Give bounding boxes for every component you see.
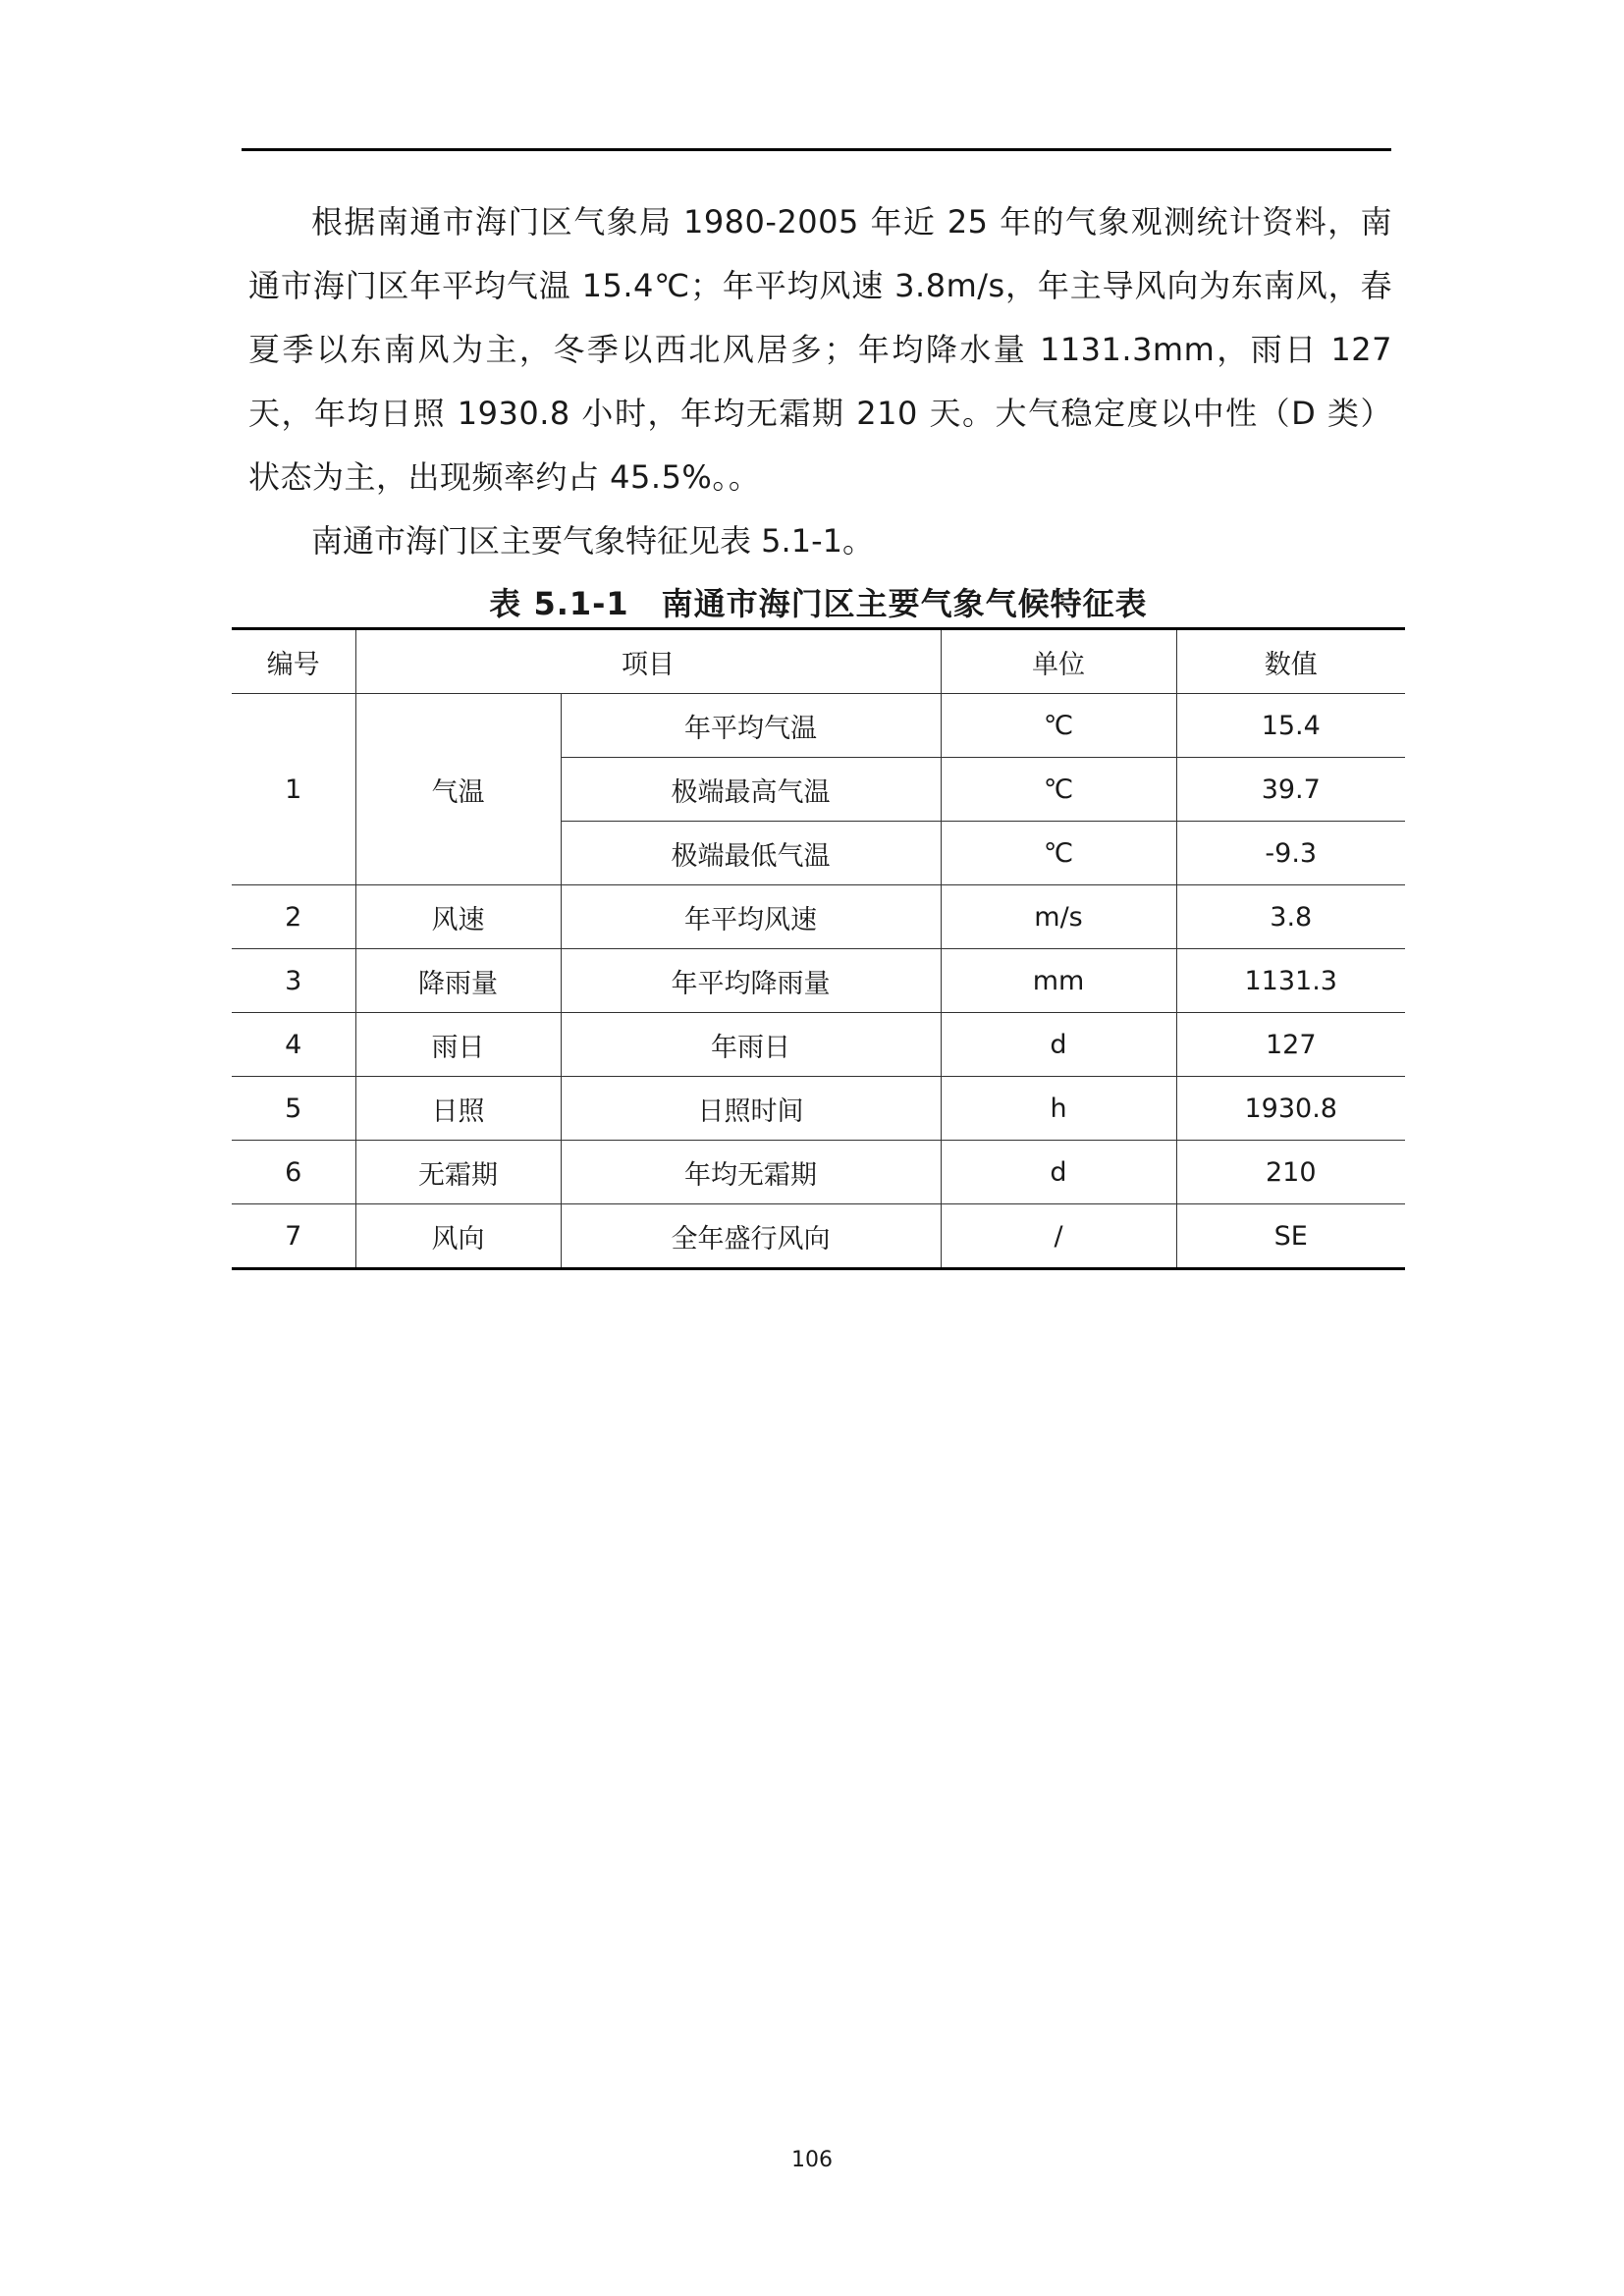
row-value: 127 xyxy=(1176,1013,1405,1077)
row-number: 3 xyxy=(232,949,355,1013)
table-reference-paragraph: 南通市海门区主要气象特征见表 5.1-1。 xyxy=(311,522,874,560)
table-caption: 表 5.1-1 南通市海门区主要气象气候特征表 xyxy=(489,585,1148,622)
body-text xyxy=(248,190,1392,573)
header-value: 数值 xyxy=(1176,629,1405,694)
row-item: 极端最低气温 xyxy=(561,822,941,885)
table-row xyxy=(232,949,1405,1013)
header-number: 编号 xyxy=(232,629,355,694)
climate-table xyxy=(232,627,1405,1270)
row-unit: / xyxy=(941,1204,1176,1269)
row-value: 15.4 xyxy=(1176,694,1405,758)
header-item: 项目 xyxy=(355,629,941,694)
row-item: 年平均风速 xyxy=(561,885,941,949)
row-unit: d xyxy=(941,1013,1176,1077)
row-number: 2 xyxy=(232,885,355,949)
row-value: 210 xyxy=(1176,1141,1405,1204)
row-unit: h xyxy=(941,1077,1176,1141)
row-item: 全年盛行风向 xyxy=(561,1204,941,1269)
intro-paragraph: 根据南通市海门区气象局 1980-2005 年近 25 年的气象观测统计资料，南通市海门区年平均气温 15.4℃；年平均风速 3.8m/s，年主导风向为东南风，春夏季以东南风为主，冬季以西北风居多；年均降水量 1131.3mm，雨日 127 天，年均日照 1930.8 小时，年均无霜期 210 天。大气稳定度以中性（D 类）状态为主，出现频率约占 45.5%。。 xyxy=(248,203,1392,496)
row-number: 1 xyxy=(232,694,355,885)
row-item: 日照时间 xyxy=(561,1077,941,1141)
row-category: 雨日 xyxy=(355,1013,561,1077)
table-row xyxy=(232,694,1405,758)
row-category: 日照 xyxy=(355,1077,561,1141)
table-header-row xyxy=(232,629,1405,694)
row-category: 无霜期 xyxy=(355,1141,561,1204)
row-unit: ℃ xyxy=(941,822,1176,885)
row-category: 风向 xyxy=(355,1204,561,1269)
table-row xyxy=(232,1204,1405,1269)
row-category: 降雨量 xyxy=(355,949,561,1013)
row-category: 气温 xyxy=(355,694,561,885)
row-unit: d xyxy=(941,1141,1176,1204)
row-unit: ℃ xyxy=(941,694,1176,758)
row-item: 年均无霜期 xyxy=(561,1141,941,1204)
row-value: 1131.3 xyxy=(1176,949,1405,1013)
row-value: 3.8 xyxy=(1176,885,1405,949)
row-number: 5 xyxy=(232,1077,355,1141)
row-unit: ℃ xyxy=(941,758,1176,822)
row-value: SE xyxy=(1176,1204,1405,1269)
row-unit: m/s xyxy=(941,885,1176,949)
row-category: 风速 xyxy=(355,885,561,949)
row-value: -9.3 xyxy=(1176,822,1405,885)
row-item: 年雨日 xyxy=(561,1013,941,1077)
row-item: 极端最高气温 xyxy=(561,758,941,822)
table-row xyxy=(232,1141,1405,1204)
row-number: 7 xyxy=(232,1204,355,1269)
row-value: 1930.8 xyxy=(1176,1077,1405,1141)
row-unit: mm xyxy=(941,949,1176,1013)
table-row xyxy=(232,1013,1405,1077)
row-item: 年平均降雨量 xyxy=(561,949,941,1013)
table-row xyxy=(232,885,1405,949)
header-rule xyxy=(242,148,1391,151)
header-unit: 单位 xyxy=(941,629,1176,694)
row-number: 4 xyxy=(232,1013,355,1077)
row-number: 6 xyxy=(232,1141,355,1204)
page-number: 106 xyxy=(791,2148,833,2172)
row-value: 39.7 xyxy=(1176,758,1405,822)
table-row xyxy=(232,1077,1405,1141)
row-item: 年平均气温 xyxy=(561,694,941,758)
